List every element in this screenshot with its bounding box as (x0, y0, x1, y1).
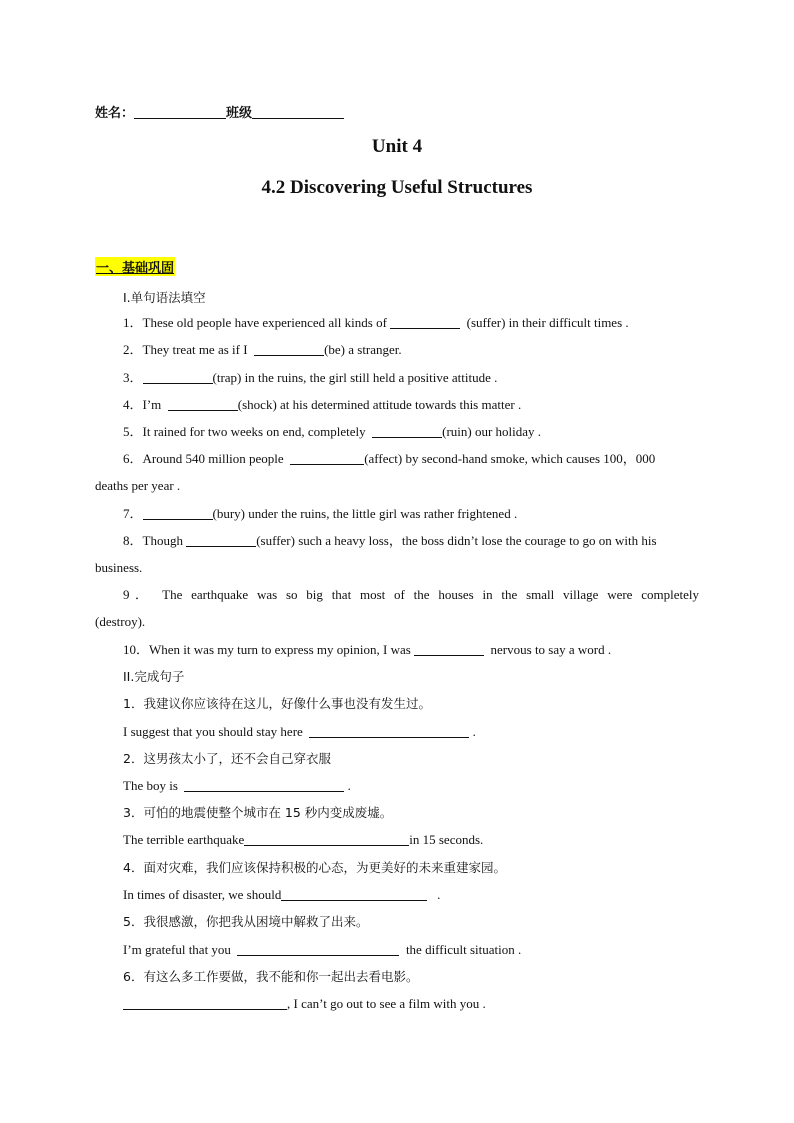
answer-blank[interactable] (290, 452, 364, 465)
translation-en-3: The terrible earthquake in 15 seconds. (123, 832, 484, 847)
translation-en-2: The boy is . (123, 778, 351, 793)
part2-label: II.完成句子 (123, 669, 185, 684)
unit-title: Unit 4 (371, 136, 423, 157)
grammar-item-6-cont: deaths per year . (95, 478, 181, 493)
answer-blank[interactable] (414, 643, 484, 656)
answer-blank[interactable] (123, 997, 287, 1010)
answer-blank[interactable] (281, 888, 427, 901)
grammar-item-6: 6．Around 540 million people (affect) by second-hand smoke, which causes 100，000 (123, 451, 656, 466)
grammar-item-9: 9． The earthquake was so big that most of the houses in the small village were completely (123, 587, 699, 602)
lesson-title: 4.2 Discovering Useful Structures (261, 177, 533, 198)
answer-blank[interactable] (309, 725, 469, 738)
grammar-item-1: 1．These old people have experienced all kinds of (suffer) in their difficult times . (123, 315, 629, 330)
translation-cn-5: 5．我很感激，你把我从困境中解救了出来。 (123, 914, 369, 929)
translation-en-6: , I can’t go out to see a film with you . (123, 996, 486, 1012)
answer-blank[interactable] (184, 779, 344, 792)
translation-en-5: I’m grateful that you the difficult situation . (123, 942, 522, 957)
translation-cn-2: 2．这男孩太小了，还不会自己穿衣服 (123, 751, 331, 766)
answer-blank[interactable] (244, 833, 409, 846)
grammar-item-9-cont: (destroy). (95, 614, 146, 629)
section-heading: 一、基础巩固 (95, 257, 175, 276)
answer-blank[interactable] (237, 943, 399, 956)
grammar-item-10: 10．When it was my turn to express my opinion, I was nervous to say a word . (123, 642, 612, 657)
grammar-item-2: 2．They treat me as if I (be) a stranger. (123, 342, 402, 357)
answer-blank[interactable] (143, 371, 213, 384)
answer-blank[interactable] (186, 534, 256, 547)
grammar-item-7: 7． (bury) under the ruins, the little girl was rather frightened . (123, 506, 518, 521)
answer-blank[interactable] (372, 425, 442, 438)
grammar-item-8-cont: business. (95, 560, 143, 575)
class-label: 班级 (226, 106, 253, 121)
name-label: 姓名： (95, 106, 135, 121)
grammar-item-5: 5．It rained for two weeks on end, completely (ruin) our holiday . (123, 424, 542, 439)
part1-label: I.单句语法填空 (123, 290, 206, 305)
translation-cn-6: 6．有这么多工作要做，我不能和你一起出去看电影。 (123, 969, 419, 984)
translation-cn-4: 4．面对灾难，我们应该保持积极的心态，为更美好的未来重建家园。 (123, 860, 506, 875)
class-blank[interactable] (252, 106, 344, 119)
grammar-item-4: 4．I’m (shock) at his determined attitude towards this matter . (123, 397, 522, 412)
translation-en-1: I suggest that you should stay here . (123, 724, 476, 739)
answer-blank[interactable] (168, 398, 238, 411)
name-blank[interactable] (134, 106, 226, 119)
answer-blank[interactable] (254, 343, 324, 356)
translation-cn-3: 3．可怕的地震使整个城市在 15 秒内变成废墟。 (123, 805, 393, 820)
translation-en-4: In times of disaster, we should . (123, 887, 441, 902)
answer-blank[interactable] (390, 316, 460, 329)
translation-cn-1: 1．我建议你应该待在这儿，好像什么事也没有发生过。 (123, 696, 431, 711)
grammar-item-8: 8．Though (suffer) such a heavy loss，the boss didn’t lose the courage to go on with his (123, 533, 657, 548)
answer-blank[interactable] (143, 507, 213, 520)
grammar-item-3: 3． (trap) in the ruins, the girl still held a positive attitude . (123, 370, 498, 385)
name-class-line (95, 102, 344, 121)
